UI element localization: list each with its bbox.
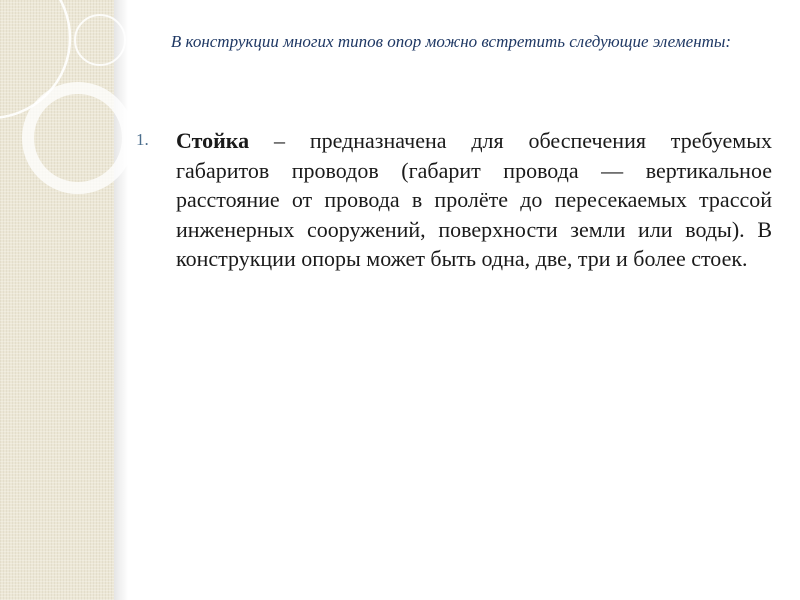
list-item	[136, 126, 772, 274]
list-number: 1.	[136, 130, 149, 149]
sidebar-edge-shadow	[114, 0, 128, 600]
list-item-text	[176, 126, 772, 274]
element-list	[136, 126, 772, 274]
term-definition: – предназначена для обеспечения требуемых габаритов проводов (габарит провода — вертикальное расстояние от провода в пролёте до пересекаемых трассой инженерных сооружений, поверхности земли или воды). В конструкции опоры может быть одна, две, три и более стоек.	[176, 128, 772, 271]
slide-title: В конструкции многих типов опор можно встретить следующие элементы:	[170, 32, 732, 51]
decorative-sidebar	[0, 0, 114, 600]
term-stoyka: Стойка	[176, 128, 250, 153]
